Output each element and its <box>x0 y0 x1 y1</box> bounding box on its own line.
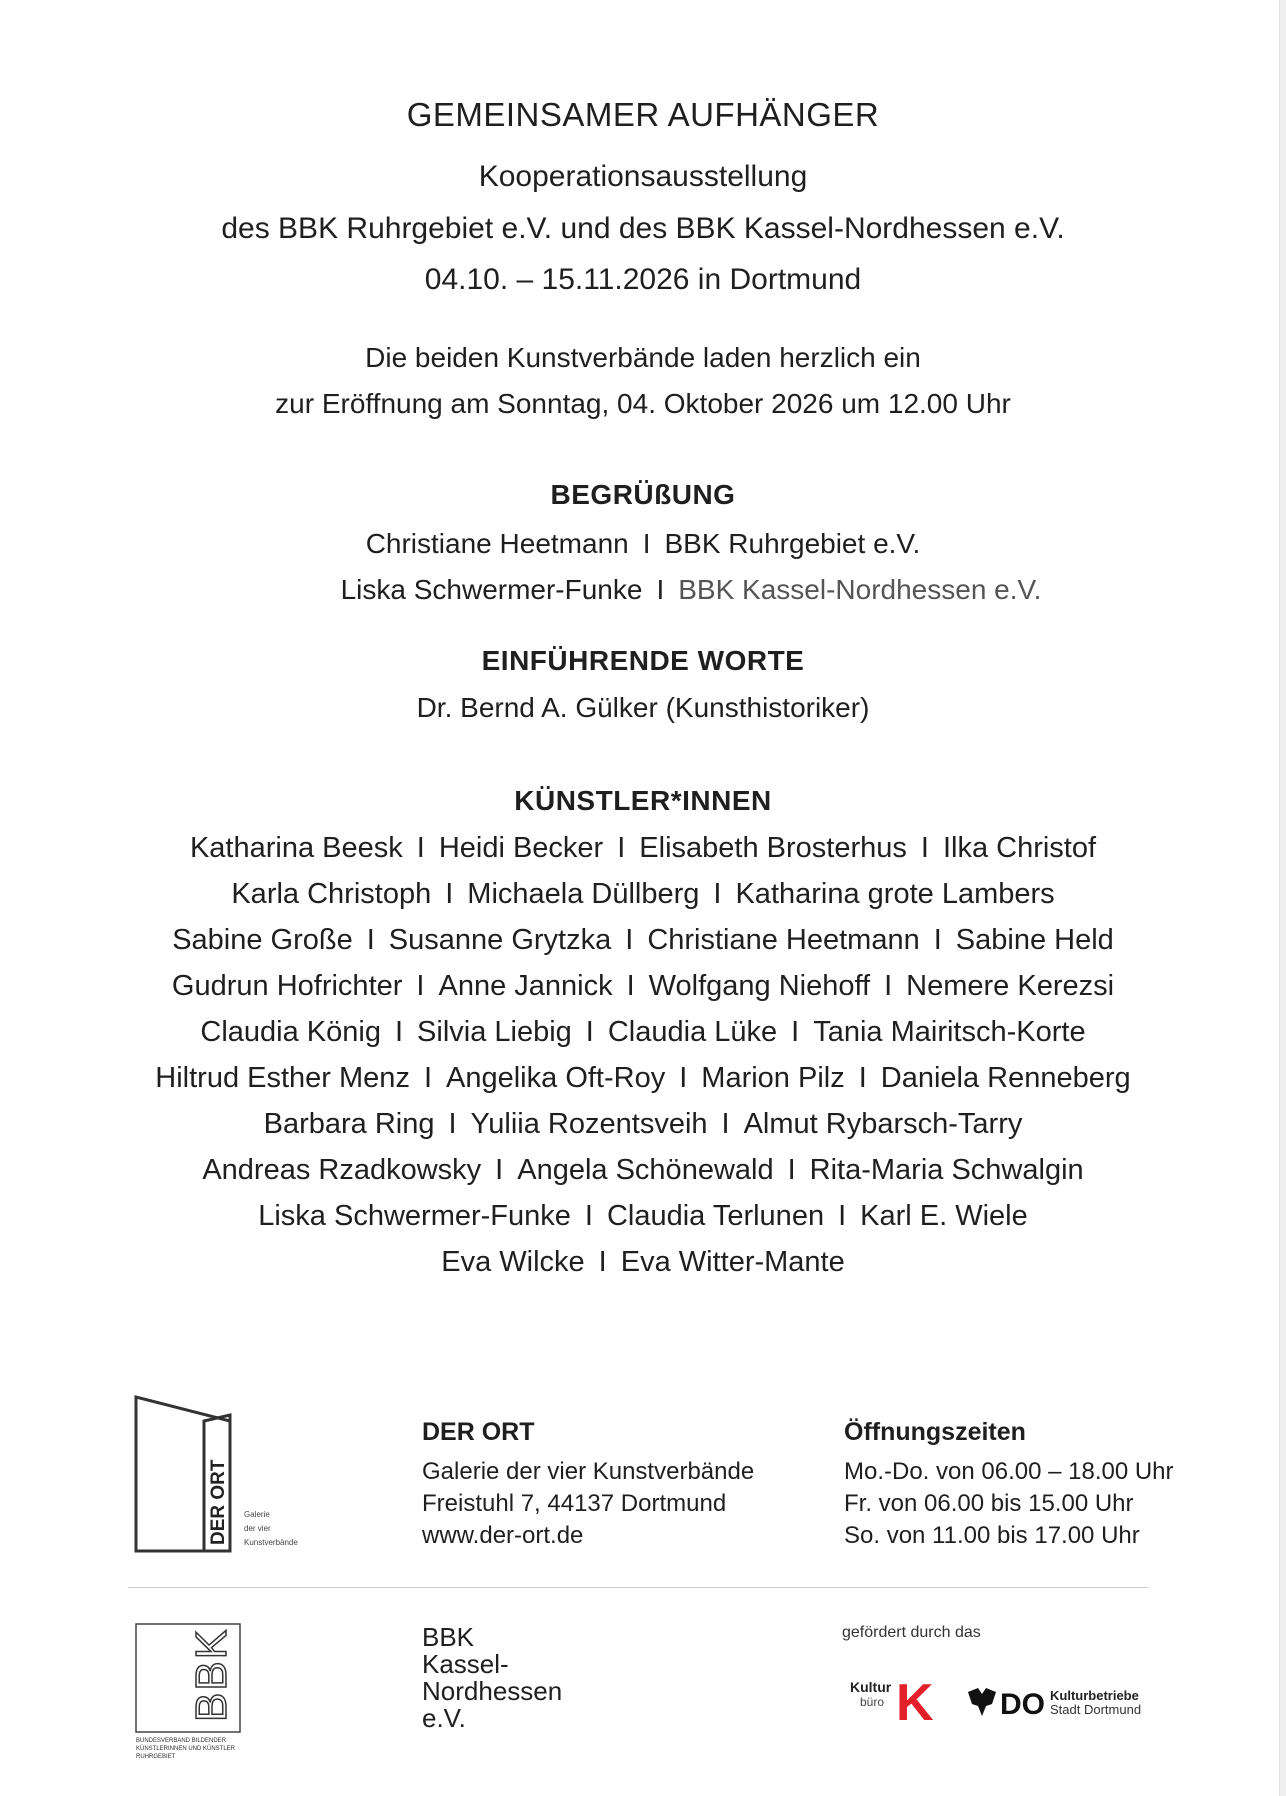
separator: I <box>366 924 375 956</box>
separator: I <box>584 1200 593 1232</box>
exhibition-subtitle: Kooperationsausstellung <box>478 160 808 193</box>
bbk-logo-caption-3: RUHRGEBIET <box>136 1754 176 1760</box>
bbk-logo-caption-2: KÜNSTLERINNEN UND KÜNSTLER <box>136 1746 236 1752</box>
speaker-name: Liska Schwermer-Funke <box>340 574 643 605</box>
bbk-kassel-line-1: BBK <box>422 1622 475 1652</box>
separator: I <box>721 1108 730 1140</box>
speaker-name: Christiane Heetmann <box>365 528 629 559</box>
artist-name: Claudia König <box>200 1016 381 1048</box>
greeting-speaker-1 <box>0 528 1286 560</box>
artist-name: Tania Mairitsch-Korte <box>813 1016 1086 1048</box>
artist-name: Elisabeth Brosterhus <box>639 832 907 864</box>
der-ort-caption-2: der vier <box>244 1524 271 1533</box>
hours-heading: Öffnungszeiten <box>844 1418 1026 1446</box>
intro-speaker: Dr. Bernd A. Gülker (Kunsthistoriker) <box>416 692 870 723</box>
artist-name: Silvia Liebig <box>417 1016 572 1048</box>
separator: I <box>394 1016 404 1048</box>
bbk-ruhrgebiet-logo <box>134 1622 254 1762</box>
separator: I <box>617 832 626 864</box>
kulturbuero-k: K <box>896 1674 934 1728</box>
separator: I <box>858 1062 867 1094</box>
artists-heading: KÜNSTLER*INNEN <box>514 785 772 816</box>
artist-name: Gudrun Hofrichter <box>171 970 403 1002</box>
der-ort-caption-1: Galerie <box>244 1510 270 1519</box>
separator: I <box>656 574 665 605</box>
artist-name: Daniela Renneberg <box>880 1062 1131 1094</box>
artist-name: Angelika Oft-Roy <box>446 1062 666 1094</box>
separator: I <box>423 1062 433 1094</box>
separator: I <box>933 924 942 956</box>
artist-name: Katharina Beesk <box>189 832 403 864</box>
artist-row <box>0 1062 1286 1095</box>
exhibition-dates: 04.10. – 15.11.2026 in Dortmund <box>424 263 862 296</box>
artist-row <box>0 924 1286 957</box>
separator: I <box>884 970 893 1002</box>
bbk-logo-letters: BBK <box>187 1627 236 1722</box>
venue-gallery: Galerie der vier Kunstverbände <box>422 1458 755 1485</box>
artist-name: Katharina grote Lambers <box>735 878 1055 910</box>
artist-row <box>0 970 1286 1003</box>
hours-sunday: So. von 11.00 bis 17.00 Uhr <box>844 1522 1140 1549</box>
artist-row <box>0 1200 1286 1233</box>
separator: I <box>679 1062 688 1094</box>
venue-website[interactable]: www.der-ort.de <box>422 1522 584 1549</box>
kulturbetriebe-dortmund-logo <box>964 1682 1184 1722</box>
artist-row <box>0 1154 1286 1187</box>
bbk-kassel-logotype <box>422 1624 562 1732</box>
artist-name: Barbara Ring <box>263 1108 435 1140</box>
bbk-kassel-line-4: e.V. <box>422 1703 466 1733</box>
artist-name: Christiane Heetmann <box>647 924 920 956</box>
exhibition-title: GEMEINSAMER AUFHÄNGER <box>406 96 880 133</box>
artist-row <box>0 878 1286 911</box>
artist-row <box>0 1016 1286 1049</box>
separator: I <box>625 924 634 956</box>
invitation-line-1: Die beiden Kunstverbände laden herzlich ein <box>365 342 921 373</box>
kulturbetriebe-text-1: Kulturbetriebe <box>1050 1688 1139 1703</box>
separator: I <box>495 1154 504 1186</box>
kulturbuero-text-1: Kultur <box>850 1679 892 1695</box>
separator: I <box>920 832 929 864</box>
separator: I <box>713 878 722 910</box>
der-ort-logo-text: DER ORT <box>208 1459 229 1545</box>
separator: I <box>416 832 425 864</box>
artist-name: Heidi Becker <box>438 832 604 864</box>
artist-name: Angela Schönewald <box>517 1154 774 1186</box>
artist-name: Hiltrud Esther Menz <box>155 1062 410 1094</box>
invitation-line-2: zur Eröffnung am Sonntag, 04. Oktober 2026 um 12.00 Uhr <box>275 388 1011 419</box>
artist-name: Sabine Held <box>955 924 1114 956</box>
artist-name: Rita-Maria Schwalgin <box>809 1154 1084 1186</box>
artist-name: Karla Christoph <box>231 878 432 910</box>
footer-divider <box>128 1587 1148 1588</box>
separator: I <box>791 1016 800 1048</box>
separator: I <box>642 528 651 559</box>
eagle-icon <box>968 1688 996 1716</box>
kulturbetriebe-text-2: Stadt Dortmund <box>1050 1702 1142 1717</box>
artist-name: Eva Witter-Mante <box>620 1246 845 1278</box>
separator: I <box>626 970 635 1002</box>
kulturbuero-text-2: büro <box>860 1695 885 1709</box>
artist-name: Karl E. Wiele <box>860 1200 1028 1232</box>
speaker-org: BBK Ruhrgebiet e.V. <box>664 528 921 559</box>
hours-friday: Fr. von 06.00 bis 15.00 Uhr <box>844 1490 1134 1517</box>
artist-name: Wolfgang Niehoff <box>648 970 871 1002</box>
separator: I <box>598 1246 607 1278</box>
hours-weekdays: Mo.-Do. von 06.00 – 18.00 Uhr <box>844 1458 1174 1485</box>
greeting-speaker-2 <box>0 574 1286 606</box>
exhibition-organizers: des BBK Ruhrgebiet e.V. und des BBK Kassel-Nordhessen e.V. <box>221 212 1065 245</box>
venue-info <box>422 1416 754 1552</box>
venue-heading: DER ORT <box>422 1418 535 1446</box>
artist-name: Ilka Christof <box>942 832 1097 864</box>
artist-name: Eva Wilcke <box>441 1246 585 1278</box>
greeting-heading: BEGRÜßUNG <box>550 479 736 510</box>
separator: I <box>416 970 425 1002</box>
artist-name: Sabine Große <box>172 924 353 956</box>
artist-name: Liska Schwermer-Funke <box>258 1200 571 1232</box>
artist-name: Michaela Düllberg <box>467 878 700 910</box>
speaker-org: BBK Kassel-Nordhessen e.V. <box>678 574 1042 605</box>
separator: I <box>585 1016 594 1048</box>
kulturbuero-logo <box>850 1672 960 1728</box>
venue-address: Freistuhl 7, 44137 Dortmund <box>422 1490 727 1517</box>
artist-row <box>0 1108 1286 1141</box>
bbk-kassel-line-3: Nordhessen <box>422 1676 563 1706</box>
artist-row <box>0 832 1286 865</box>
artist-name: Andreas Rzadkowsky <box>202 1154 482 1186</box>
artist-name: Susanne Grytzka <box>388 924 612 956</box>
artist-name: Nemere Kerezsi <box>906 970 1115 1002</box>
do-letters: DO <box>1000 1688 1045 1721</box>
artist-name: Anne Jannick <box>438 970 613 1002</box>
artist-name: Yuliia Rozentsveih <box>470 1108 708 1140</box>
separator: I <box>838 1200 847 1232</box>
artist-name: Marion Pilz <box>701 1062 845 1094</box>
bbk-logo-caption-1: BUNDESVERBAND BILDENDER <box>136 1738 227 1744</box>
separator: I <box>787 1154 796 1186</box>
der-ort-caption-3: Kunstverbände <box>244 1538 298 1547</box>
opening-hours <box>844 1416 1174 1552</box>
artist-row <box>0 1246 1286 1279</box>
separator: I <box>445 878 454 910</box>
artist-name: Almut Rybarsch-Tarry <box>743 1108 1023 1140</box>
der-ort-logo <box>134 1395 334 1555</box>
funded-by-label: gefördert durch das <box>842 1624 981 1641</box>
bbk-kassel-line-2: Kassel- <box>422 1649 509 1679</box>
separator: I <box>448 1108 457 1140</box>
artist-name: Claudia Lüke <box>607 1016 778 1048</box>
artist-name: Claudia Terlunen <box>606 1200 825 1232</box>
intro-heading: EINFÜHRENDE WORTE <box>481 645 805 676</box>
